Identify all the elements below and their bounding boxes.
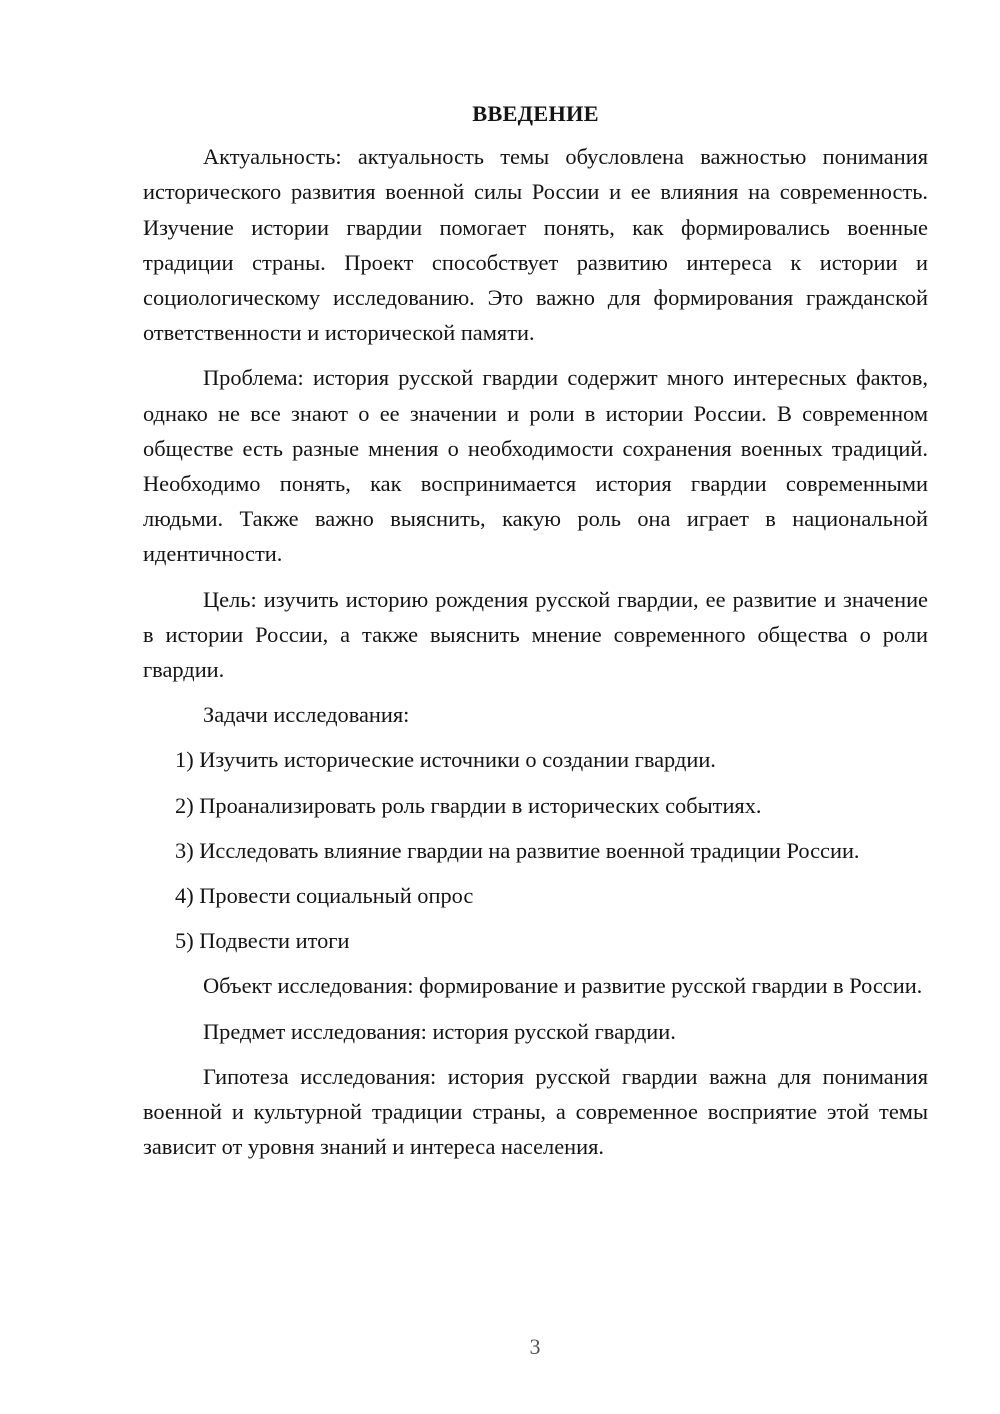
paragraph-hypothesis: Гипотеза исследования: история русской гвардии важна для понимания военной и культурной традиции страны, а современное восприятие этой темы зависит от уровня знаний и интереса населения. — [143, 1063, 928, 1160]
task-item-5: 5) Подвести итоги — [175, 928, 350, 954]
paragraph-goal: Цель: изучить историю рождения русской гвардии, ее развитие и значение в истории России, а также выяснить мнение современного общества о роли гвардии. — [143, 586, 928, 683]
paragraph-object: Объект исследования: формирование и развитие русской гвардии в России. — [203, 973, 923, 999]
page-content — [143, 96, 928, 1174]
paragraph-problem: Проблема: история русской гвардии содержит много интересных фактов, однако не все знают о ее значении и роли в истории России. В современном обществе есть разные мнения о необходимости сохранения военных традиций. Необходимо понять, как воспринимается история гвардии современными людьми. Также важно выяснить, какую роль она играет в национальной идентичности. — [143, 365, 928, 567]
paragraph-subject: Предмет исследования: история русской гвардии. — [203, 1018, 676, 1044]
tasks-title: Задачи исследования: — [203, 702, 410, 728]
task-item-3: 3) Исследовать влияние гвардии на развитие военной традиции России. — [175, 837, 860, 863]
page-number: 3 — [529, 1334, 541, 1359]
task-item-2: 2) Проанализировать роль гвардии в исторических событиях. — [175, 792, 762, 818]
task-item-1: 1) Изучить исторические источники о создании гвардии. — [175, 747, 716, 773]
paragraph-relevance: Актуальность: актуальность темы обусловлена важностью понимания исторического развития военной силы России и ее влияния на современность. Изучение истории гвардии помогает понять, как формировались военные традиции страны. Проект способствует развитию интереса к истории и социологическому исследованию. Это важно для формирования гражданской ответственности и исторической памяти. — [143, 144, 928, 346]
section-heading: ВВЕДЕНИЕ — [472, 101, 599, 126]
task-item-4: 4) Провести социальный опрос — [175, 883, 474, 909]
